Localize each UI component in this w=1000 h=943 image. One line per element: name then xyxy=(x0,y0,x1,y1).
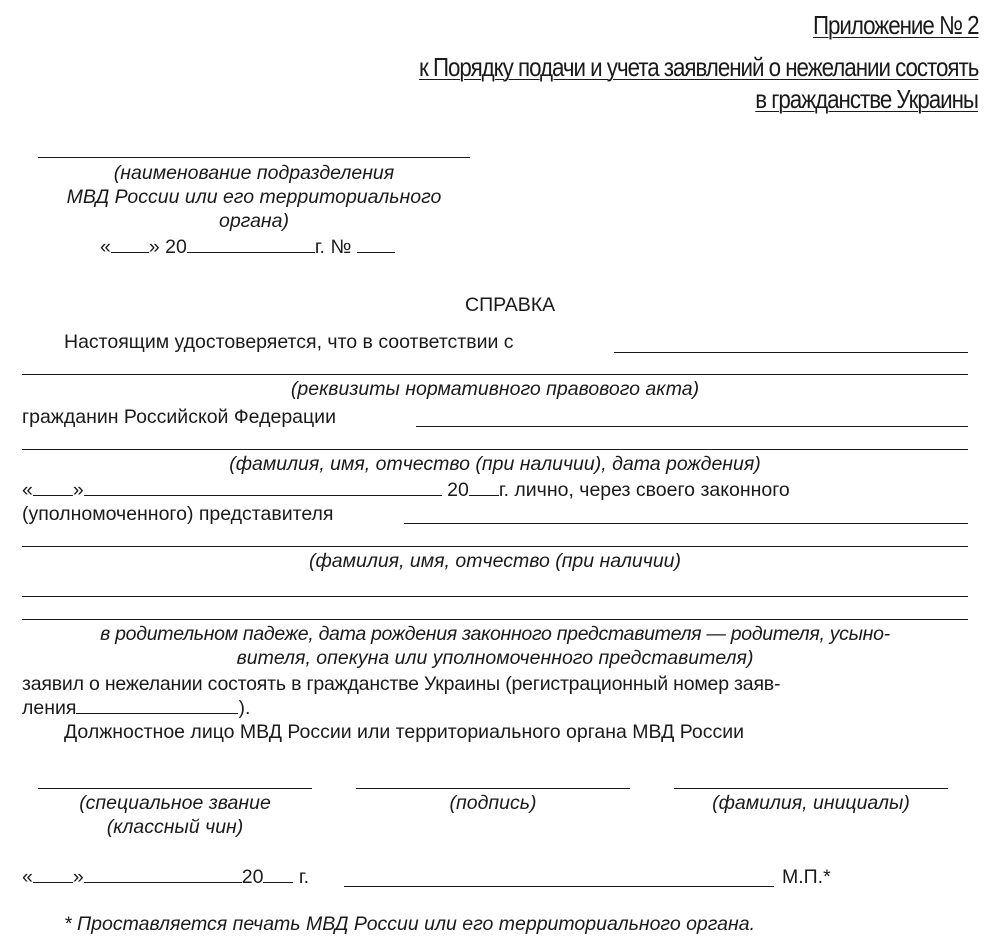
year-prefix: 20 xyxy=(447,479,469,501)
name-line[interactable] xyxy=(674,788,948,789)
statement-line2 xyxy=(22,697,250,720)
representative-line2[interactable] xyxy=(22,546,968,547)
statement-suffix: ). xyxy=(238,697,251,719)
registration-number-blank[interactable] xyxy=(76,697,238,714)
doc-number-blank[interactable] xyxy=(357,236,395,253)
date-open-quote: « xyxy=(100,236,111,258)
representative-line3[interactable] xyxy=(22,596,968,597)
rank-caption-line1: (специальное звание xyxy=(79,792,271,814)
stamp-label: М.П.* xyxy=(782,866,831,888)
statement-line1: заявил о нежелании состоять в гражданстве Украины (регистрационный номер заяв- xyxy=(22,673,781,695)
year-blank[interactable] xyxy=(469,479,499,496)
month-blank[interactable] xyxy=(84,479,442,496)
appendix-title-line2: в гражданстве Украины xyxy=(755,84,978,114)
representative-caption2-line2: вителя, опекуна или уполномоченного представителя) xyxy=(236,647,754,669)
legal-act-caption: (реквизиты нормативного правового акта) xyxy=(290,378,700,400)
date-open-quote: « xyxy=(22,866,33,888)
issue-date-number xyxy=(100,236,395,259)
application-date xyxy=(22,479,790,502)
representative-caption: (фамилия, имя, отчество (при наличии) xyxy=(308,550,682,572)
day-blank[interactable] xyxy=(33,479,73,496)
day-blank[interactable] xyxy=(33,866,73,883)
stamp-line[interactable] xyxy=(344,886,774,887)
legal-act-line2[interactable] xyxy=(22,374,968,375)
official-label: Должностное лицо МВД России или территориального органа МВД России xyxy=(64,721,744,743)
issuer-caption-line1: (наименование подразделения xyxy=(113,162,395,184)
date-close-quote: » xyxy=(72,866,84,888)
appendix-title-line1: к Порядку подачи и учета заявлений о нежелании состоять xyxy=(418,52,978,82)
signature-line[interactable] xyxy=(356,788,630,789)
appendix-number: Приложение № 2 xyxy=(812,10,978,40)
year-prefix: 20 xyxy=(241,866,264,888)
date-tail: г. лично, через своего законного xyxy=(498,479,790,501)
year-suffix: г. xyxy=(298,866,309,888)
signature-caption: (подпись) xyxy=(449,792,537,814)
footnote: * Проставляется печать МВД России или его территориального органа. xyxy=(64,913,756,935)
date-open-quote: « xyxy=(22,479,33,501)
document-title: СПРАВКА xyxy=(465,294,556,316)
representative-line4[interactable] xyxy=(22,619,968,620)
citizen-name-line2[interactable] xyxy=(22,449,968,450)
footer-date xyxy=(22,866,309,889)
date-close-quote: » 20 xyxy=(148,236,187,258)
statement-prefix: ления xyxy=(22,697,77,719)
representative-caption2-line1: в родительном падеже, дата рождения законного представителя — родителя, усыно- xyxy=(100,623,890,645)
citizen-name-line1[interactable] xyxy=(416,426,968,427)
rank-caption-line2: (классный чин) xyxy=(106,816,244,838)
day-blank[interactable] xyxy=(111,236,149,253)
citizen-caption: (фамилия, имя, отчество (при наличии), дата рождения) xyxy=(229,453,761,475)
issuer-caption-line3: органа) xyxy=(218,210,289,232)
citizen-label: гражданин Российской Федерации xyxy=(22,406,336,428)
issuer-name-line xyxy=(38,157,470,158)
year-blank[interactable] xyxy=(263,866,293,883)
name-caption: (фамилия, инициалы) xyxy=(712,792,910,814)
intro-text: Настоящим удостоверяется, что в соответствии с xyxy=(64,331,514,353)
issuer-caption-line2: МВД России или его территориального xyxy=(66,186,442,208)
representative-label: (уполномоченного) представителя xyxy=(22,503,334,525)
legal-act-line1[interactable] xyxy=(614,352,968,353)
date-close-quote: » xyxy=(72,479,84,501)
month-blank[interactable] xyxy=(84,866,242,883)
rank-line[interactable] xyxy=(38,788,312,789)
year-suffix: г. № xyxy=(314,236,352,258)
representative-line1[interactable] xyxy=(404,523,968,524)
year-blank[interactable] xyxy=(187,236,315,253)
